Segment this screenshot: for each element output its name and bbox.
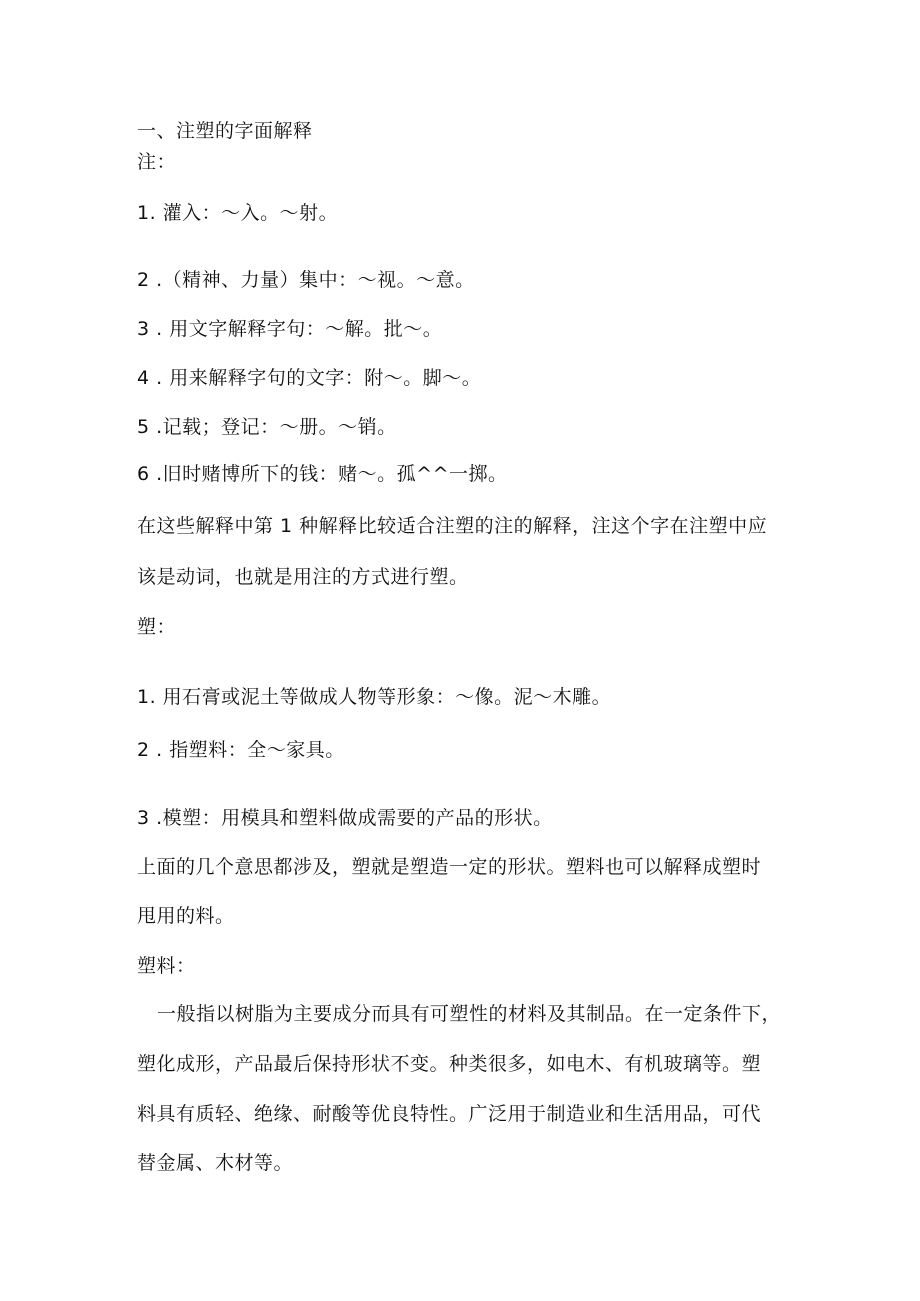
suliao-paragraph-line-2: 塑化成形，产品最后保持形状不变。种类很多，如电木、有机玻璃等。塑 — [137, 1053, 762, 1075]
suliao-paragraph-line-3: 料具有质轻、绝缘、耐酸等优良特性。广泛用于制造业和生活用品，可代 — [137, 1103, 762, 1125]
zhu-comment-line-2: 该是动词，也就是用注的方式进行塑。 — [137, 566, 469, 588]
zhu-item-1: 1. 灌入：～入。～射。 — [137, 202, 339, 224]
section-heading: 一、注塑的字面解释 — [137, 120, 313, 142]
su-comment-line-1: 上面的几个意思都涉及，塑就是塑造一定的形状。塑料也可以解释成塑时 — [137, 856, 762, 878]
suliao-label: 塑料： — [137, 955, 196, 977]
zhu-item-4: 4 . 用来解释字句的文字：附～。脚～。 — [137, 367, 482, 389]
zhu-item-2: 2 .（精神、力量）集中：～视。～意。 — [137, 269, 475, 291]
zhu-label: 注： — [137, 151, 177, 173]
zhu-item-6: 6 .旧时赌博所下的钱：赌～。孤^^一掷。 — [137, 463, 508, 485]
su-item-1: 1. 用石膏或泥土等做成人物等形象：～像。泥～木雕。 — [137, 686, 612, 708]
zhu-item-3: 3 . 用文字解释字句：～解。批～。 — [137, 318, 443, 340]
su-comment-line-2: 甩用的料。 — [137, 905, 235, 927]
suliao-paragraph-line-1: 一般指以树脂为主要成分而具有可塑性的材料及其制品。在一定条件下， — [157, 1003, 782, 1025]
su-label: 塑： — [137, 616, 177, 638]
su-item-3: 3 .模塑：用模具和塑料做成需要的产品的形状。 — [137, 807, 553, 829]
zhu-comment-line-1: 在这些解释中第 1 种解释比较适合注塑的注的解释，注这个字在注塑中应 — [137, 515, 768, 537]
zhu-item-5: 5 .记载；登记：～册。～销。 — [137, 416, 397, 438]
suliao-paragraph-line-4: 替金属、木材等。 — [137, 1152, 294, 1174]
su-item-2: 2 . 指塑料：全～家具。 — [137, 739, 345, 761]
